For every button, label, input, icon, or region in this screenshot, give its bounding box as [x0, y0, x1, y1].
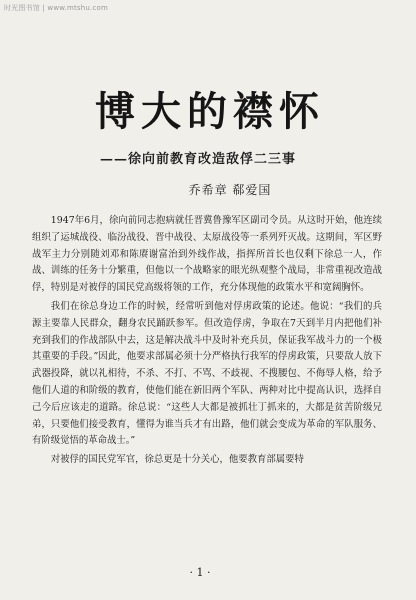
page-number: · 1 ·: [189, 566, 211, 579]
page-subtitle: ——徐向前教育改造敌俘二三事: [100, 152, 297, 167]
page-title: 博大的襟怀: [95, 89, 325, 135]
paragraph-2: 我们在徐总身边工作的时候，经常听到他对俘虏政策的论述。他说：“我们的兵源主要靠人民群众，翻身农民踊跃参军。但改造俘虏，争取在7天到半月内把他们补充到我们的作战部队中去，这是解决战斗中及时补充兵员，保证我军战斗力的一个极其重要的手段。”因此，他要求部属必须十分严格执行我军的俘虏政策，只要敌人放下武器投降，就以礼相待，不杀、不打、不骂、不歧视、不搜腰包、不侮辱人格，给予他们人道的和阶级的教育，使他们能在新旧两个军队、两种对比中提高认识，选择自己今后应该走的道路。徐总说：“这些人大都是被抓壮丁抓来的，大都是贫苦阶级兄弟，只要他们接受教育，懂得为谁当兵才有出路，他们就会变成为革命的军队服务、有阶级觉悟的革命战士。”: [32, 300, 382, 447]
article-body: [32, 213, 382, 469]
author-line: 乔希章 郗爱国: [188, 183, 272, 197]
watermark: 时光图书馆 | www.mtshu.com: [4, 4, 109, 12]
paragraph-1: 1947年6月，徐向前同志抱病就任晋冀鲁豫军区副司令员。从这时开始，他连续组织了运城战役、临汾战役、晋中战役、太原战役等一系列歼灭战。这期间，军区野战军主力分别随刘邓和陈赓谢富治到外线作战，指挥所首长也仅剩下徐总一人，作战、训练的任务十分繁重，但他以一个战略家的眼光纵观整个战局，非常重视改造战俘，特别是对被俘的国民党高级将领的工作，充分体现他的政策水平和宽阔胸怀。: [32, 215, 382, 294]
paragraph-3: 对被俘的国民党军官，徐总更是十分关心，他要教育部属要特: [50, 454, 304, 466]
